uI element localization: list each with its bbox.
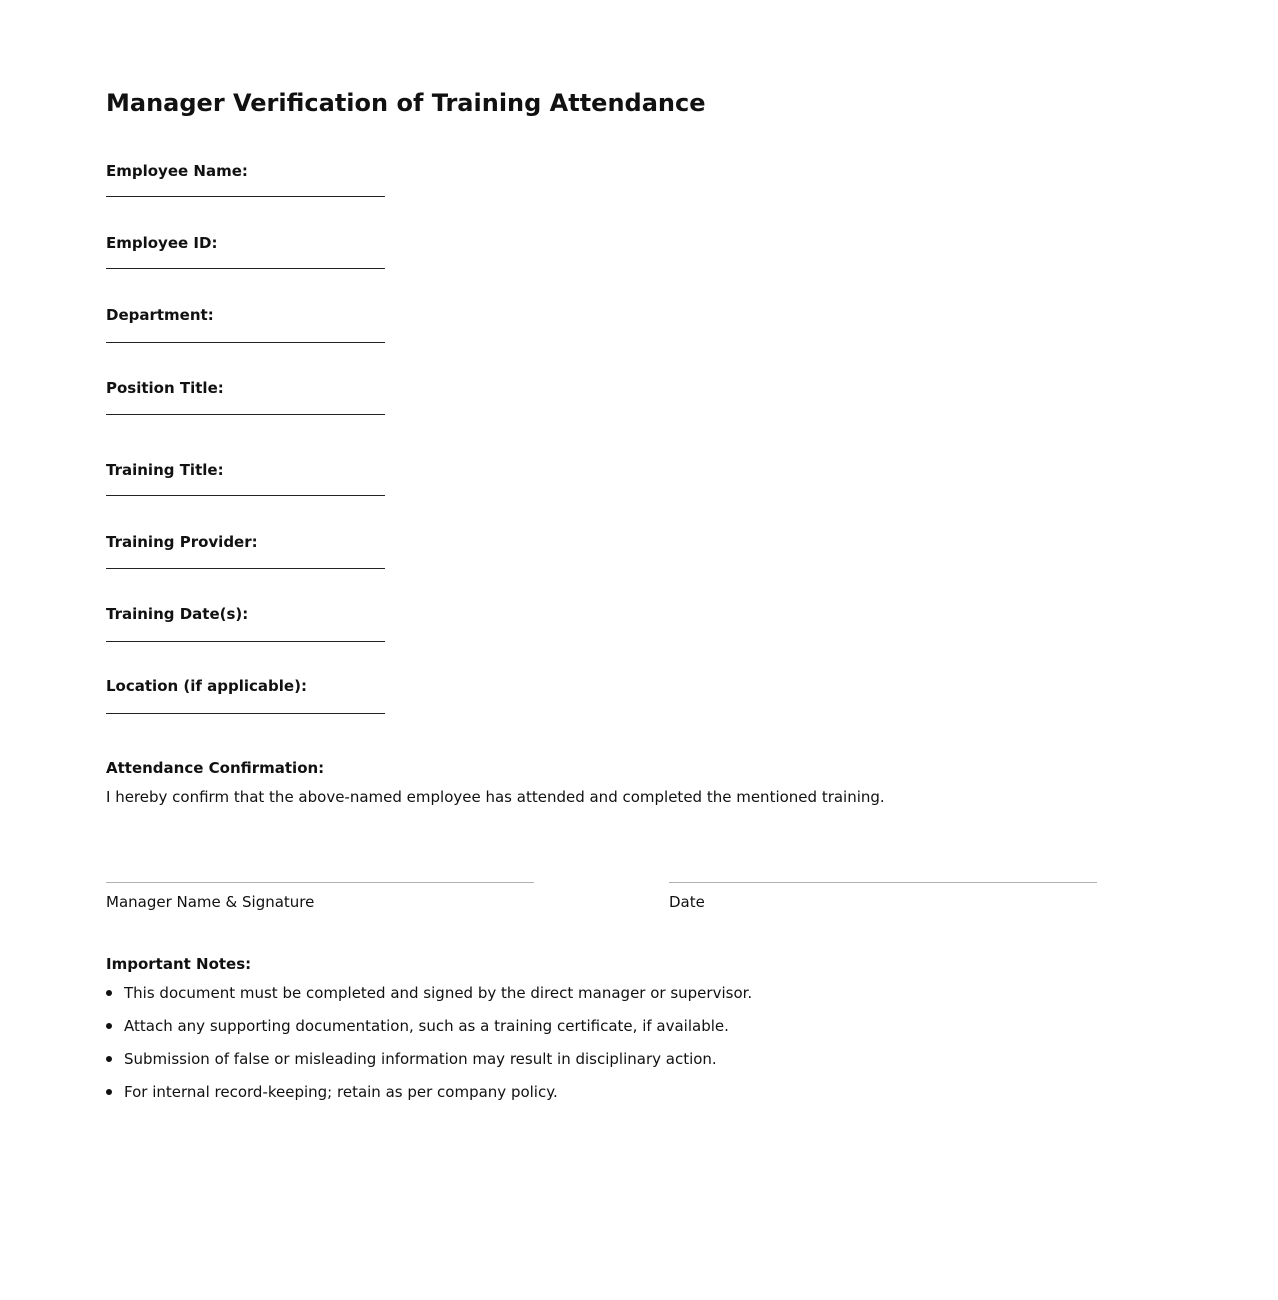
field-label-training-title: Training Title: [106,461,224,479]
page-title: Manager Verification of Training Attendance [106,89,706,117]
attendance-confirmation-text: I hereby confirm that the above-named employee has attended and completed the mentioned training. [106,788,885,806]
list-item [106,1049,752,1082]
field-label-department: Department: [106,306,214,324]
bullet-icon [106,1056,112,1062]
date-line[interactable] [669,882,1097,883]
training-provider-line[interactable] [106,568,385,569]
field-training-title [106,460,386,480]
date-caption: Date [669,893,705,911]
training-title-line[interactable] [106,495,385,496]
bullet-icon [106,990,112,996]
training-dates-line[interactable] [106,641,385,642]
employee-name-line[interactable] [106,196,385,197]
note-text: Submission of false or misleading information may result in disciplinary action. [124,1050,717,1068]
manager-signature-block [106,882,534,912]
list-item [106,1082,752,1115]
field-employee-name [106,161,386,181]
list-item [106,1016,752,1049]
employee-id-line[interactable] [106,268,385,269]
bullet-icon [106,1023,112,1029]
field-label-employee-id: Employee ID: [106,234,218,252]
field-label-location: Location (if applicable): [106,677,307,695]
important-notes-heading: Important Notes: [106,955,252,973]
list-item [106,983,752,1016]
position-title-line[interactable] [106,414,385,415]
manager-signature-caption: Manager Name & Signature [106,893,315,911]
date-signature-block [669,882,1097,912]
note-text: This document must be completed and signed by the direct manager or supervisor. [124,984,753,1002]
note-text: Attach any supporting documentation, such as a training certificate, if available. [124,1017,729,1035]
location-line[interactable] [106,713,385,714]
field-training-provider [106,532,386,552]
field-department [106,305,386,325]
manager-signature-line[interactable] [106,882,534,883]
field-label-position-title: Position Title: [106,379,224,397]
department-line[interactable] [106,342,385,343]
attendance-confirmation-heading: Attendance Confirmation: [106,759,325,777]
field-employee-id [106,233,386,253]
field-training-dates [106,604,386,624]
field-label-training-provider: Training Provider: [106,533,258,551]
field-location [106,676,386,696]
bullet-icon [106,1089,112,1095]
field-label-employee-name: Employee Name: [106,162,248,180]
note-text: For internal record-keeping; retain as per company policy. [124,1083,558,1101]
field-label-training-dates: Training Date(s): [106,605,249,623]
field-position-title [106,378,386,398]
important-notes-list [106,983,752,1115]
